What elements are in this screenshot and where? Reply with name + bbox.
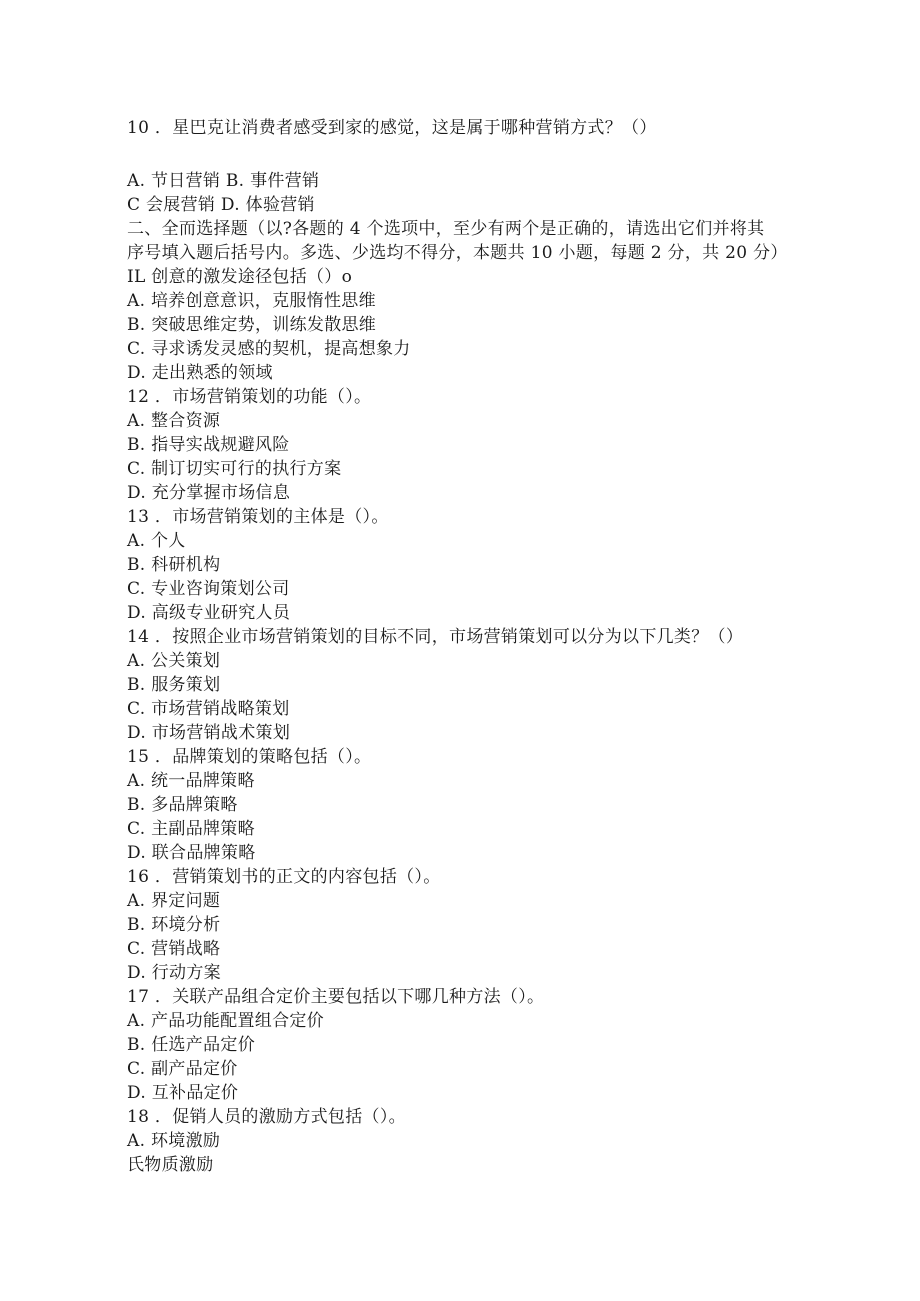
q15-option-d: D. 联合品牌策略 [127, 843, 256, 863]
q17-option-c: C. 副产品定价 [127, 1059, 238, 1079]
q13-option-b: B. 科研机构 [127, 555, 221, 575]
q13-option-a: A. 个人 [127, 531, 186, 551]
section-heading-line-1: 二、全而选择题（以?各题的 4 个选项中，至少有两个是正确的，请选出它们并将其 [127, 219, 765, 239]
q14-option-b: B. 服务策划 [127, 675, 221, 695]
q18-option-a: A. 环境激励 [127, 1131, 221, 1151]
q12-option-c: C. 制订切实可行的执行方案 [127, 459, 342, 479]
q14-option-a: A. 公关策划 [127, 651, 221, 671]
q15-option-a: A. 统一品牌策略 [127, 771, 255, 791]
q15-option-b: B. 多品牌策略 [127, 795, 238, 815]
q16-option-c: C. 营销战略 [127, 939, 221, 959]
q14-option-d: D. 市场营销战术策划 [127, 723, 291, 743]
q10-options-ab: A. 节日营销 B. 事件营销 [127, 171, 320, 191]
q12-option-b: B. 指导实战规避风险 [127, 435, 290, 455]
q17-option-b: B. 任选产品定价 [127, 1035, 255, 1055]
q17-option-d: D. 互补品定价 [127, 1083, 239, 1103]
q12-option-d: D. 充分掌握市场信息 [127, 483, 291, 503]
question-12: 12 ．市场营销策划的功能（）。 [127, 387, 372, 407]
question-11: IL 创意的激发途径包括（）o [127, 267, 353, 287]
q18-option-b: 氏物质激励 [127, 1155, 214, 1175]
q16-option-b: B. 环境分析 [127, 915, 221, 935]
q15-option-c: C. 主副品牌策略 [127, 819, 255, 839]
q11-option-d: D. 走出熟悉的领域 [127, 363, 273, 383]
q14-option-c: C. 市场营销战略策划 [127, 699, 290, 719]
q13-option-d: D. 高级专业研究人员 [127, 603, 291, 623]
question-13: 13 ．市场营销策划的主体是（）。 [127, 507, 389, 527]
q17-option-a: A. 产品功能配置组合定价 [127, 1011, 324, 1031]
q13-option-c: C. 专业咨询策划公司 [127, 579, 290, 599]
q16-option-d: D. 行动方案 [127, 963, 221, 983]
question-17: 17 ．关联产品组合定价主要包括以下哪几种方法（）。 [127, 987, 545, 1007]
q11-option-c: C. 寻求诱发灵感的契机，提高想象力 [127, 339, 411, 359]
section-heading-line-2: 序号填入题后括号内。多选、少选均不得分，本题共 10 小题，每题 2 分，共 20 分） [127, 243, 788, 263]
q16-option-a: A. 界定问题 [127, 891, 221, 911]
q11-option-b: B. 突破思维定势，训练发散思维 [127, 315, 377, 335]
q12-option-a: A. 整合资源 [127, 411, 221, 431]
q10-options-cd: C 会展营销 D. 体验营销 [127, 195, 315, 215]
q11-option-a: A. 培养创意意识，克服惰性思维 [127, 291, 376, 311]
question-14: 14 ．按照企业市场营销策划的目标不同，市场营销策划可以分为以下几类？（） [127, 627, 744, 647]
question-15: 15 ．品牌策划的策略包括（）。 [127, 747, 372, 767]
question-18: 18 ．促销人员的激励方式包括（）。 [127, 1107, 406, 1127]
question-16: 16 ．营销策划书的正文的内容包括（）。 [127, 867, 441, 887]
question-10: 10 ．星巴克让消费者感受到家的感觉，这是属于哪种营销方式？（） [127, 118, 657, 138]
